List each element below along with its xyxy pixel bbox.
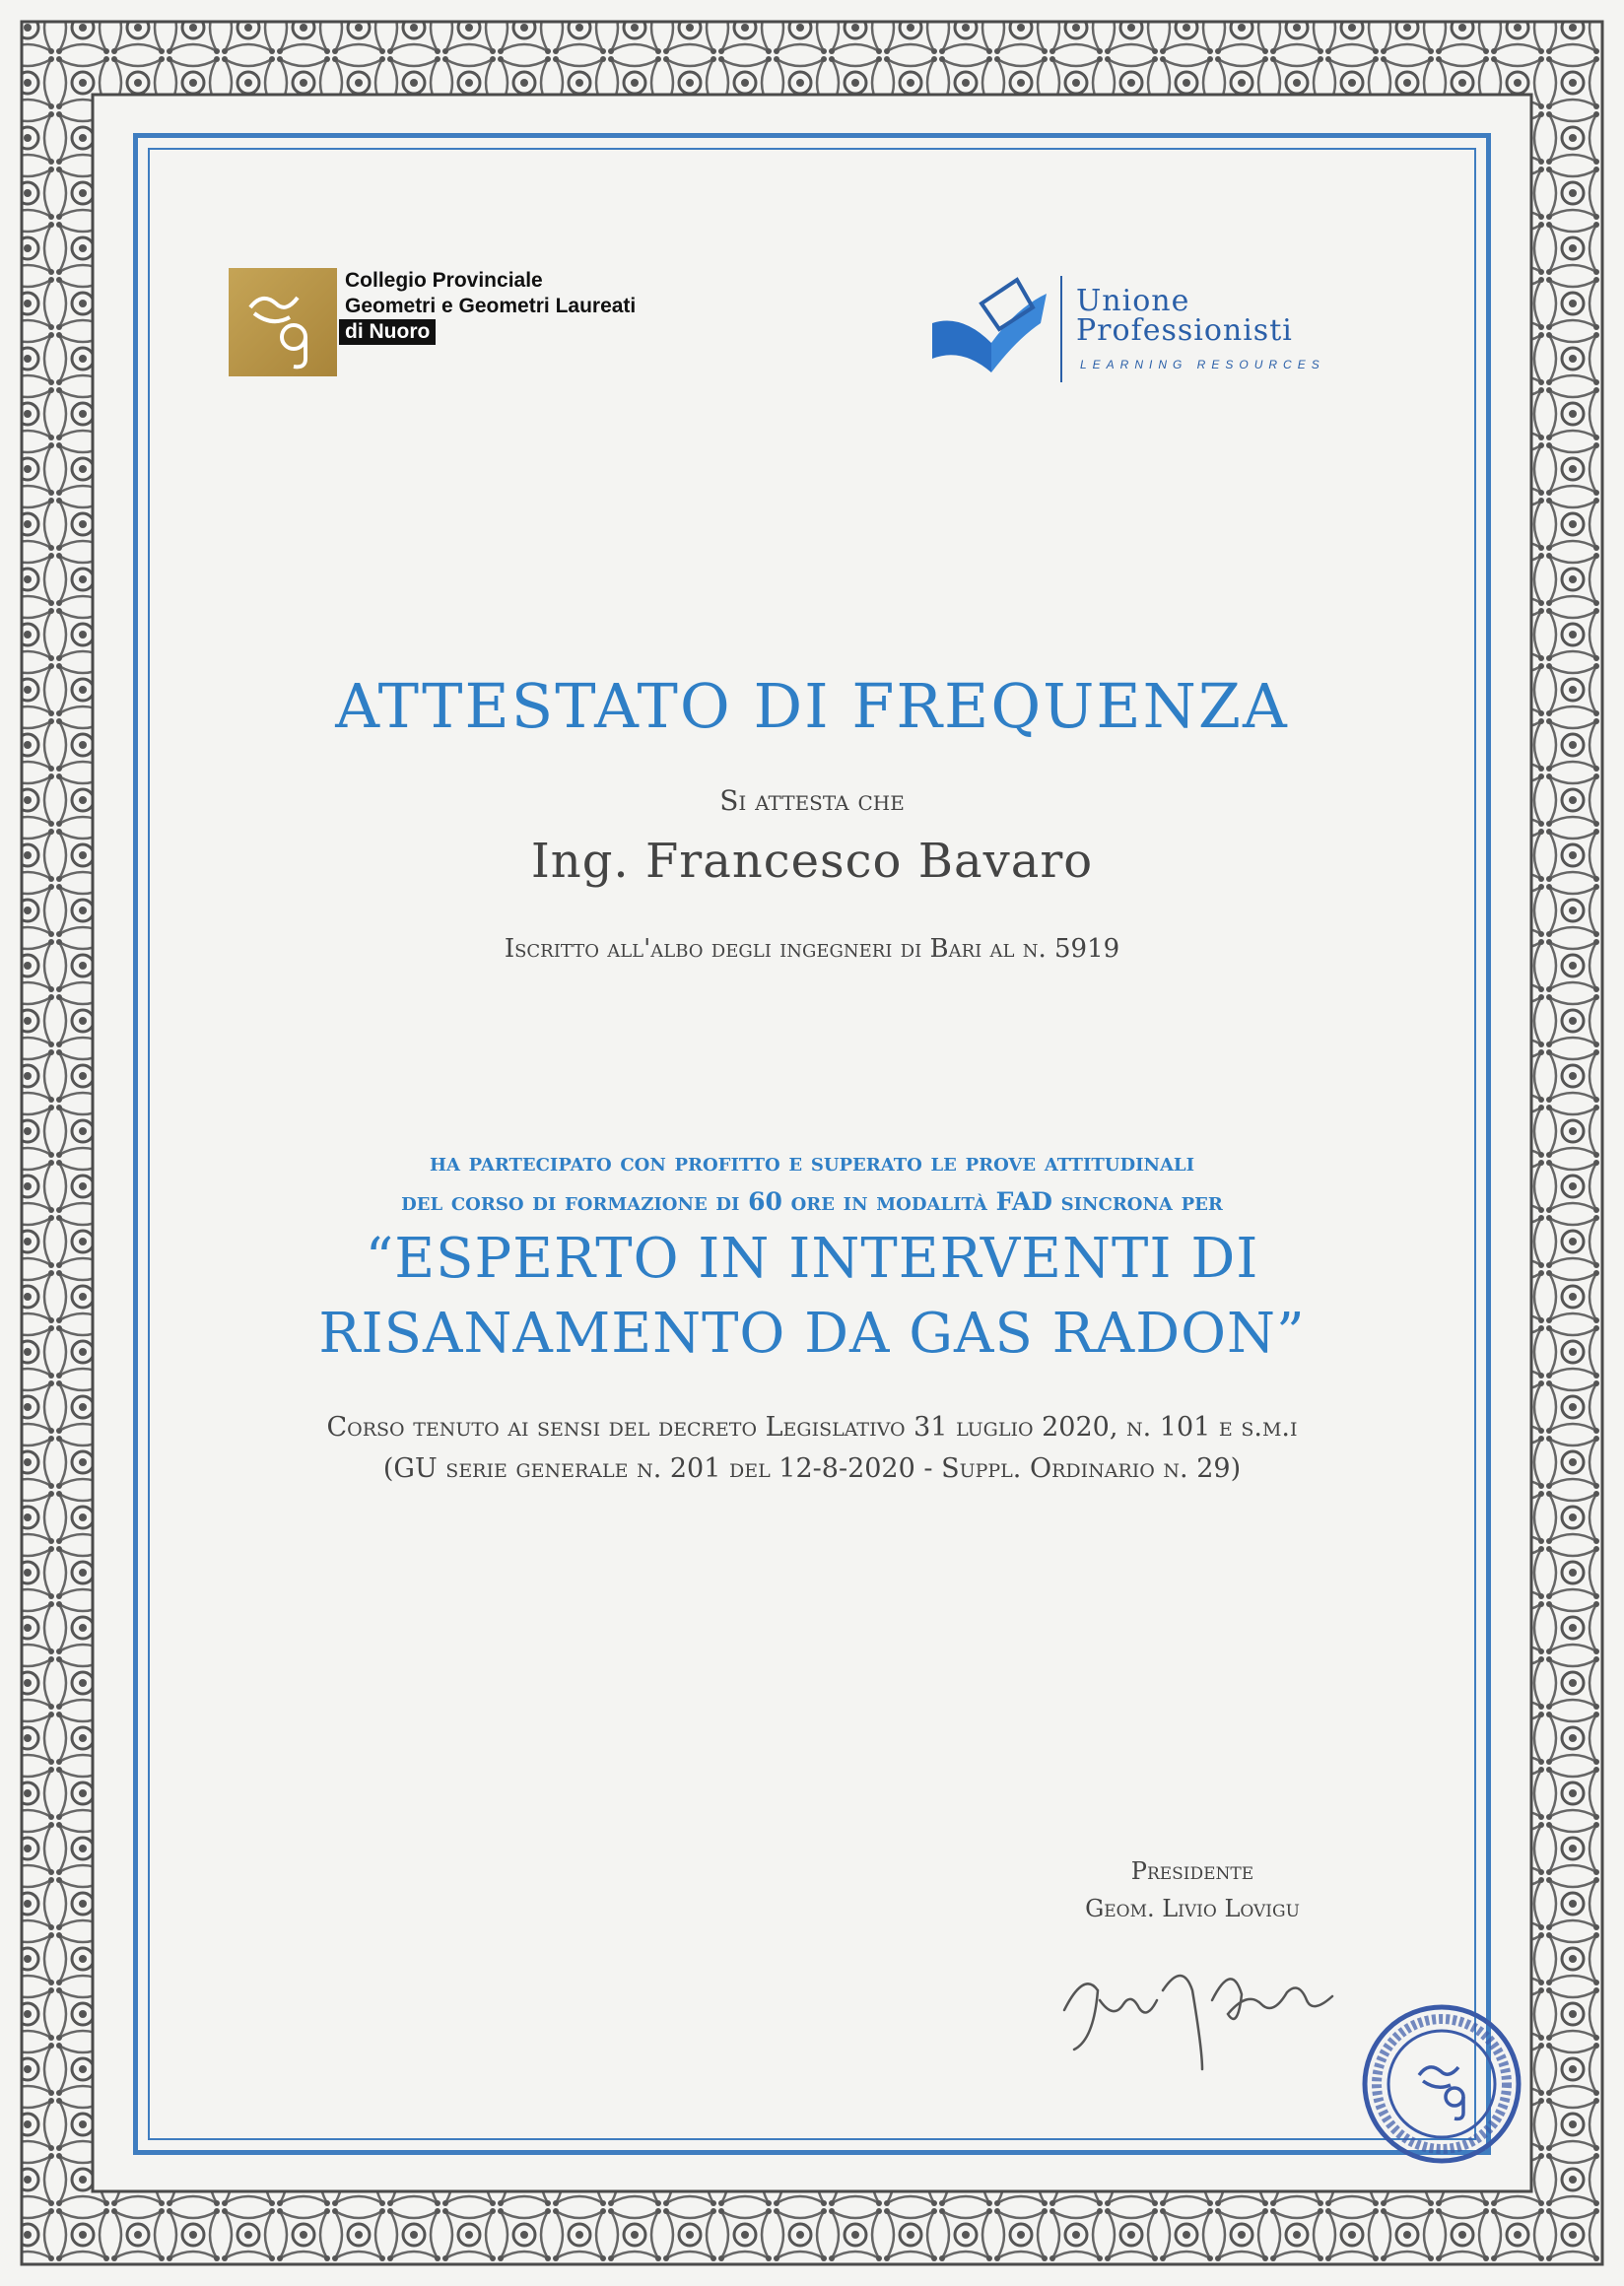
recipient-name: Ing. Francesco Bavaro [530, 834, 1094, 889]
collegio-emblem [229, 268, 337, 376]
participation-line-2: del corso di formazione di 60 ore in modalità FAD sincrona per [401, 1187, 1223, 1216]
certificate-title: ATTESTATO DI FREQUENZA [335, 670, 1289, 742]
signatory-name: Geom. Livio Lovigu [1085, 1895, 1300, 1922]
signatory-role: Presidente [1130, 1857, 1254, 1885]
handwritten-signature [1054, 1931, 1370, 2079]
participation-line-1: ha partecipato con profitto e superato le prove attitudinali [429, 1148, 1194, 1177]
unione-professionisti-logo [922, 264, 1435, 392]
collegio-stamp [1358, 2000, 1525, 2168]
open-book-icon [922, 264, 1060, 382]
decree-line-2: (GU serie generale n. 201 del 12-8-2020 - Suppl. Ordinario n. 29) [382, 1453, 1242, 1484]
brand-unione: Unione [1076, 284, 1190, 318]
course-title [148, 1222, 1476, 1372]
attesta-line: Si attesta che [719, 784, 905, 817]
decree-text [148, 1407, 1476, 1490]
collegio-line-1: Collegio Provinciale [345, 269, 543, 292]
course-title-line-1: “ESPERTO IN INTERVENTI DI [365, 1227, 1259, 1291]
collegio-line-2: Geometri e Geometri Laureati [345, 295, 637, 317]
decree-line-1: Corso tenuto ai sensi del decreto Legislativo 31 luglio 2020, n. 101 e s.m.i [326, 1412, 1298, 1443]
participation-text [148, 1143, 1476, 1222]
brand-professionisti: Professionisti [1076, 313, 1293, 348]
collegio-line-3: di Nuoro [339, 319, 436, 345]
logo-divider [1060, 276, 1062, 382]
course-title-line-2: RISANAMENTO DA GAS RADON” [318, 1302, 1306, 1366]
cg-monogram-icon [229, 268, 337, 376]
registration-line: Iscritto all'albo degli ingegneri di Bari al n. 5919 [504, 934, 1120, 964]
collegio-logo [229, 268, 741, 378]
signatory-block [1025, 1852, 1360, 1927]
brand-tagline: LEARNING RESOURCES [1080, 358, 1325, 371]
